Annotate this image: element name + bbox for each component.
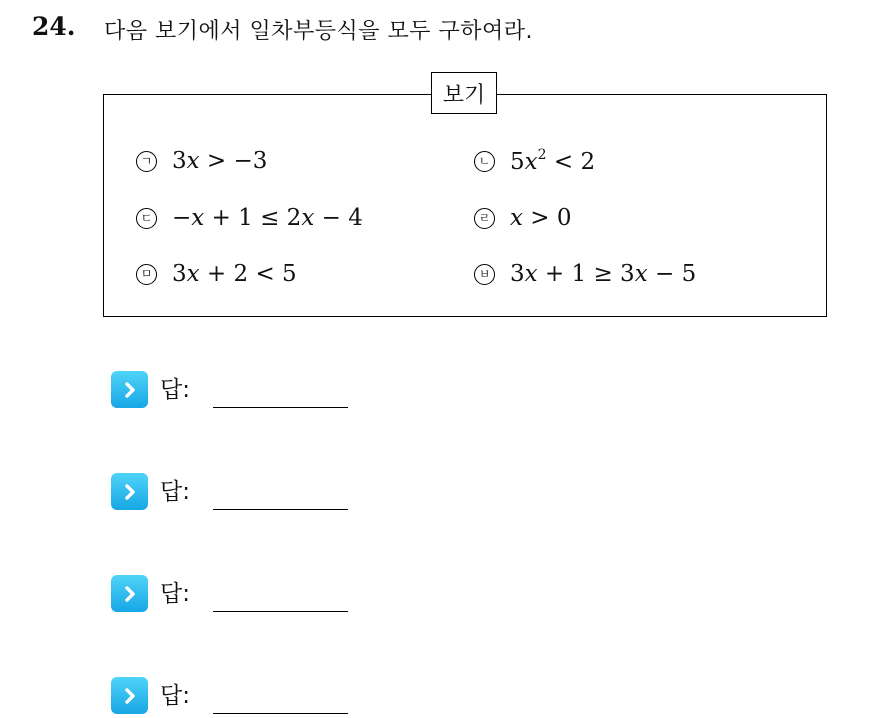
expr-text: + 2 < 5 (199, 261, 297, 287)
choice-expression (510, 261, 696, 287)
expr-text: 5 (510, 149, 525, 175)
choice-item-6 (474, 259, 696, 289)
choice-item-4 (474, 203, 572, 233)
expr-variable: x (186, 261, 200, 287)
expr-text: + 1 ≤ 2 (204, 205, 302, 231)
choice-expression (510, 147, 595, 175)
expr-text: > 0 (522, 205, 572, 231)
choice-item-5 (136, 259, 297, 289)
expr-text: − 4 (314, 205, 363, 231)
choice-marker: ㄷ (136, 208, 157, 229)
answer-blank[interactable] (213, 407, 348, 408)
expr-text: 3 (172, 148, 187, 174)
chevron-right-icon (111, 371, 148, 408)
choice-expression (172, 261, 297, 287)
chevron-right-icon (111, 473, 148, 510)
choice-marker: ㅁ (136, 264, 157, 285)
expr-text: > −3 (199, 148, 268, 174)
answer-label: 답: (160, 377, 190, 403)
expr-variable: x (191, 205, 205, 231)
expr-variable: x (524, 149, 538, 175)
expr-variable: x (524, 261, 538, 287)
chevron-right-icon (111, 677, 148, 714)
expr-text: + 1 ≥ 3 (537, 261, 635, 287)
expr-text: < 2 (546, 149, 596, 175)
expr-variable: x (510, 205, 523, 231)
expr-variable: x (634, 261, 648, 287)
expr-variable: x (186, 148, 200, 174)
expr-text: 3 (172, 261, 187, 287)
answer-blank[interactable] (213, 509, 348, 510)
answer-label: 답: (160, 581, 190, 607)
question-number: 24. (32, 12, 76, 41)
choice-expression (172, 205, 363, 231)
choice-marker: ㄴ (474, 151, 495, 172)
choice-marker: ㄹ (474, 208, 495, 229)
choice-expression (510, 205, 572, 231)
expr-variable: x (301, 205, 315, 231)
chevron-right-icon (111, 575, 148, 612)
choice-marker: ㄱ (136, 151, 157, 172)
question-text: 다음 보기에서 일차부등식을 모두 구하여라. (104, 19, 534, 44)
answer-blank[interactable] (213, 611, 348, 612)
answer-blank[interactable] (213, 713, 348, 714)
choices-box-title: 보기 (431, 72, 497, 114)
answer-label: 답: (160, 479, 190, 505)
expr-text: − (172, 205, 192, 231)
choice-expression (172, 148, 267, 174)
choice-marker: ㅂ (474, 264, 495, 285)
expr-text: − 5 (647, 261, 697, 287)
choice-item-2 (474, 146, 595, 176)
choice-item-3 (136, 203, 363, 233)
expr-exponent: 2 (537, 147, 547, 163)
answer-label: 답: (160, 683, 190, 709)
expr-text: 3 (510, 261, 525, 287)
choice-item-1 (136, 146, 267, 176)
